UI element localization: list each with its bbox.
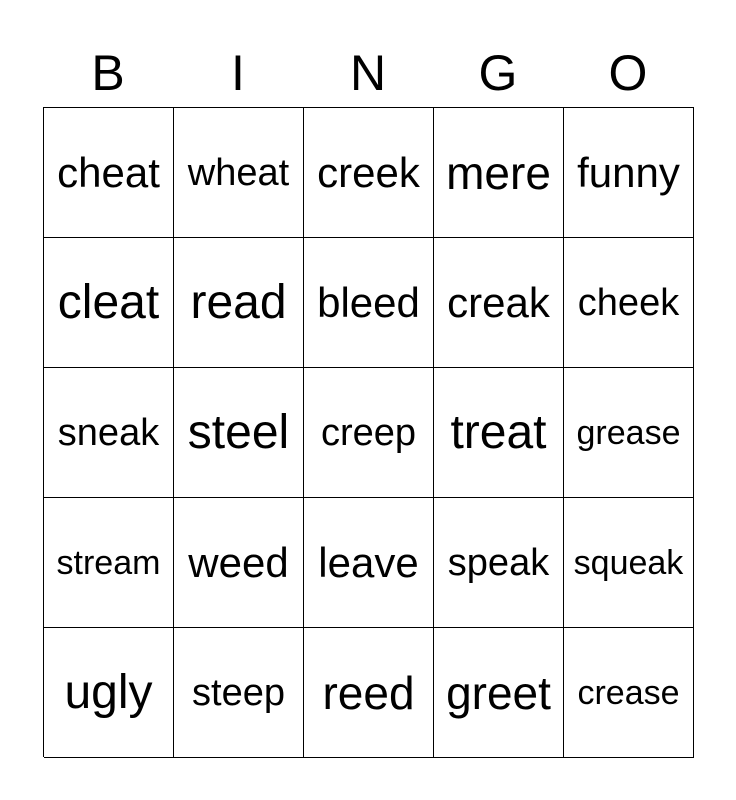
- bingo-cell[interactable]: ugly: [44, 628, 174, 758]
- bingo-cell[interactable]: wheat: [174, 108, 304, 238]
- header-letter-n: N: [349, 45, 387, 101]
- bingo-cell[interactable]: treat: [434, 368, 564, 498]
- bingo-cell[interactable]: leave: [304, 498, 434, 628]
- bingo-cell[interactable]: sneak: [44, 368, 174, 498]
- bingo-cell[interactable]: reed: [304, 628, 434, 758]
- bingo-cell[interactable]: read: [174, 238, 304, 368]
- header-letter-i: I: [231, 45, 245, 101]
- bingo-cell[interactable]: creak: [434, 238, 564, 368]
- bingo-cell[interactable]: creep: [304, 368, 434, 498]
- bingo-cell[interactable]: stream: [44, 498, 174, 628]
- bingo-cell[interactable]: crease: [564, 628, 694, 758]
- bingo-cell[interactable]: speak: [434, 498, 564, 628]
- bingo-cell[interactable]: steel: [174, 368, 304, 498]
- bingo-cell[interactable]: mere: [434, 108, 564, 238]
- bingo-cell[interactable]: squeak: [564, 498, 694, 628]
- bingo-header: [43, 40, 693, 106]
- bingo-cell[interactable]: weed: [174, 498, 304, 628]
- bingo-cell[interactable]: grease: [564, 368, 694, 498]
- header-letter-o: O: [608, 45, 648, 101]
- bingo-cell[interactable]: bleed: [304, 238, 434, 368]
- bingo-cell[interactable]: steep: [174, 628, 304, 758]
- bingo-cell[interactable]: funny: [564, 108, 694, 238]
- bingo-cell[interactable]: cheek: [564, 238, 694, 368]
- bingo-board: [43, 107, 694, 757]
- bingo-cell[interactable]: cleat: [44, 238, 174, 368]
- bingo-cell[interactable]: cheat: [44, 108, 174, 238]
- bingo-cell[interactable]: greet: [434, 628, 564, 758]
- bingo-cell[interactable]: creek: [304, 108, 434, 238]
- header-letter-g: G: [478, 45, 518, 101]
- header-letter-b: B: [91, 45, 125, 101]
